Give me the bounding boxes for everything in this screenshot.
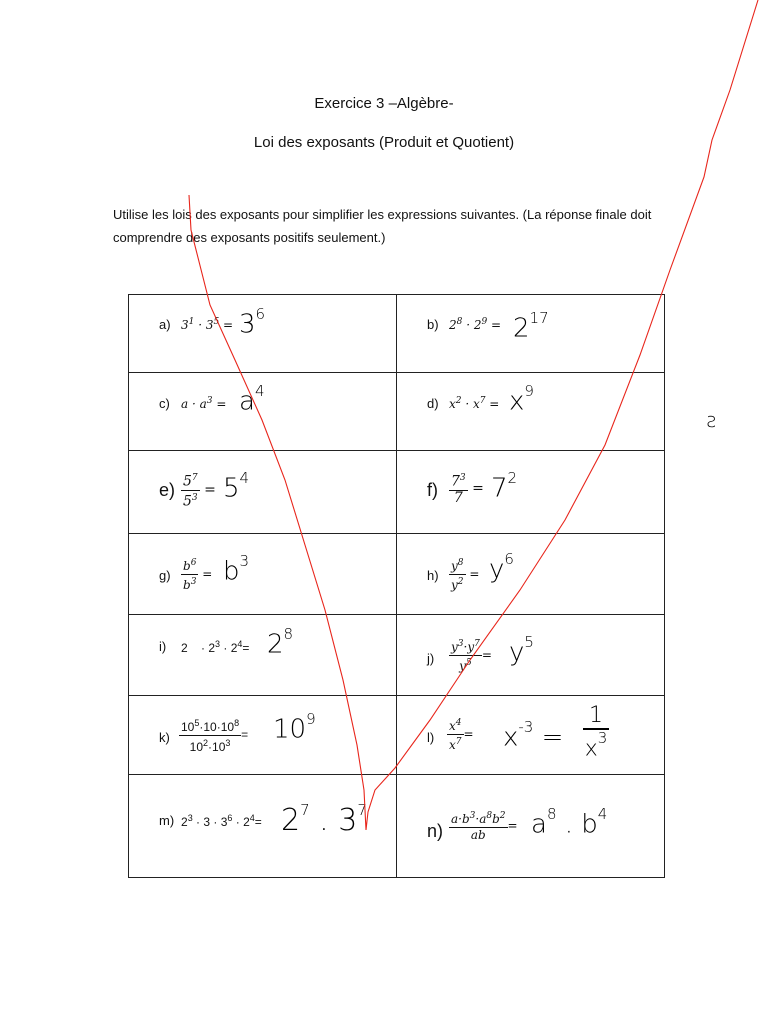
answer-j: $y^5$ bbox=[509, 633, 534, 668]
label-f: f) bbox=[427, 480, 438, 500]
cell-g bbox=[129, 534, 397, 615]
expression-i: 2 · $2^3 \cdot 2^4=$ bbox=[181, 639, 250, 655]
answer-k: $10^9$ bbox=[273, 710, 316, 745]
expression-l: $\frac{x^4}{x^7}$ = bbox=[449, 718, 474, 752]
label-b: b) bbox=[427, 317, 439, 332]
expression-g: $\frac{b^6}{b^3}$ = bbox=[183, 558, 213, 592]
answer-h: $y^6$ bbox=[489, 550, 514, 585]
answer-g: $b^3$ bbox=[223, 552, 250, 587]
answer-e: $5^4$ bbox=[223, 469, 250, 504]
label-a: a) bbox=[159, 317, 171, 332]
instructions-text: Utilise les lois des exposants pour simplifier les expressions suivantes. (La réponse finale doit comprendre des exposants positifs seulement.) bbox=[113, 207, 652, 245]
expression-k: $\frac{10^5\cdot 10\cdot 10^8}{10^2\cdot 10^3}$ = bbox=[181, 718, 249, 754]
answer-f: $7^2$ bbox=[491, 469, 518, 504]
answer-i: $2^8$ bbox=[267, 625, 294, 660]
cell-k bbox=[129, 696, 397, 775]
label-c: c) bbox=[159, 396, 170, 411]
expression-d: $x^2 \cdot x^7$ = bbox=[449, 396, 500, 411]
answer-l-fraction: 1 $x^3$ bbox=[584, 703, 608, 762]
answer-c: $a^4$ bbox=[239, 382, 265, 417]
cell-b bbox=[397, 295, 665, 373]
expression-j: $\frac{y^3\cdot y^7}{y^5}$ = bbox=[451, 639, 492, 673]
answer-n: $a^8$ . $b^4$ bbox=[531, 805, 608, 840]
label-h: h) bbox=[427, 568, 439, 583]
expression-e: $\frac{5^7}{5^3}$ = bbox=[183, 473, 216, 510]
label-l: l) bbox=[427, 730, 435, 745]
expression-f: $\frac{7^3}{7}$ = bbox=[451, 473, 484, 506]
label-k: k) bbox=[159, 730, 170, 745]
expression-m: $2^3 \cdot 3 \cdot 3^6 \cdot 2^4=$ bbox=[181, 813, 262, 829]
cell-j bbox=[397, 615, 665, 696]
answer-b: $2^{17}$ bbox=[513, 309, 549, 344]
label-d: d) bbox=[427, 396, 439, 411]
cell-f bbox=[397, 451, 665, 534]
expression-b: $2^8 \cdot 2^9$ = bbox=[449, 317, 502, 332]
cell-e bbox=[129, 451, 397, 534]
answer-m: $2^7$ . $3^7$ bbox=[281, 801, 367, 838]
expression-c: $a \cdot a^3$ = bbox=[181, 396, 227, 411]
cell-m bbox=[129, 775, 397, 878]
expression-n: $\frac{a\cdot b^3\cdot a^8b^2}{ab}$ = bbox=[451, 811, 518, 842]
expression-a: $3^1 \cdot 3^5$ = bbox=[181, 317, 234, 332]
cell-h bbox=[397, 534, 665, 615]
exercise-subtitle: Loi des exposants (Produit et Quotient) bbox=[253, 134, 515, 151]
label-e: e) bbox=[159, 480, 176, 500]
cell-l bbox=[397, 696, 665, 775]
answer-l: $x^{-3}$ = bbox=[503, 718, 564, 753]
cell-c bbox=[129, 373, 397, 451]
exercise-table bbox=[128, 294, 665, 878]
label-j: j) bbox=[427, 651, 435, 666]
expression-h: $\frac{y^8}{y^2}$ = bbox=[451, 558, 480, 592]
label-i: i) bbox=[159, 639, 167, 654]
cell-n bbox=[397, 775, 665, 878]
exercise-title: Exercice 3 –Algèbre- bbox=[314, 95, 454, 112]
label-g: g) bbox=[159, 568, 171, 583]
margin-mark: ƨ bbox=[706, 408, 717, 432]
answer-a: $3^6$ bbox=[239, 305, 266, 340]
label-m: m) bbox=[159, 813, 175, 828]
cell-i bbox=[129, 615, 397, 696]
cell-a bbox=[129, 295, 397, 373]
answer-d: $x^9$ bbox=[509, 382, 534, 417]
cell-d bbox=[397, 373, 665, 451]
label-n: n) bbox=[427, 821, 444, 841]
